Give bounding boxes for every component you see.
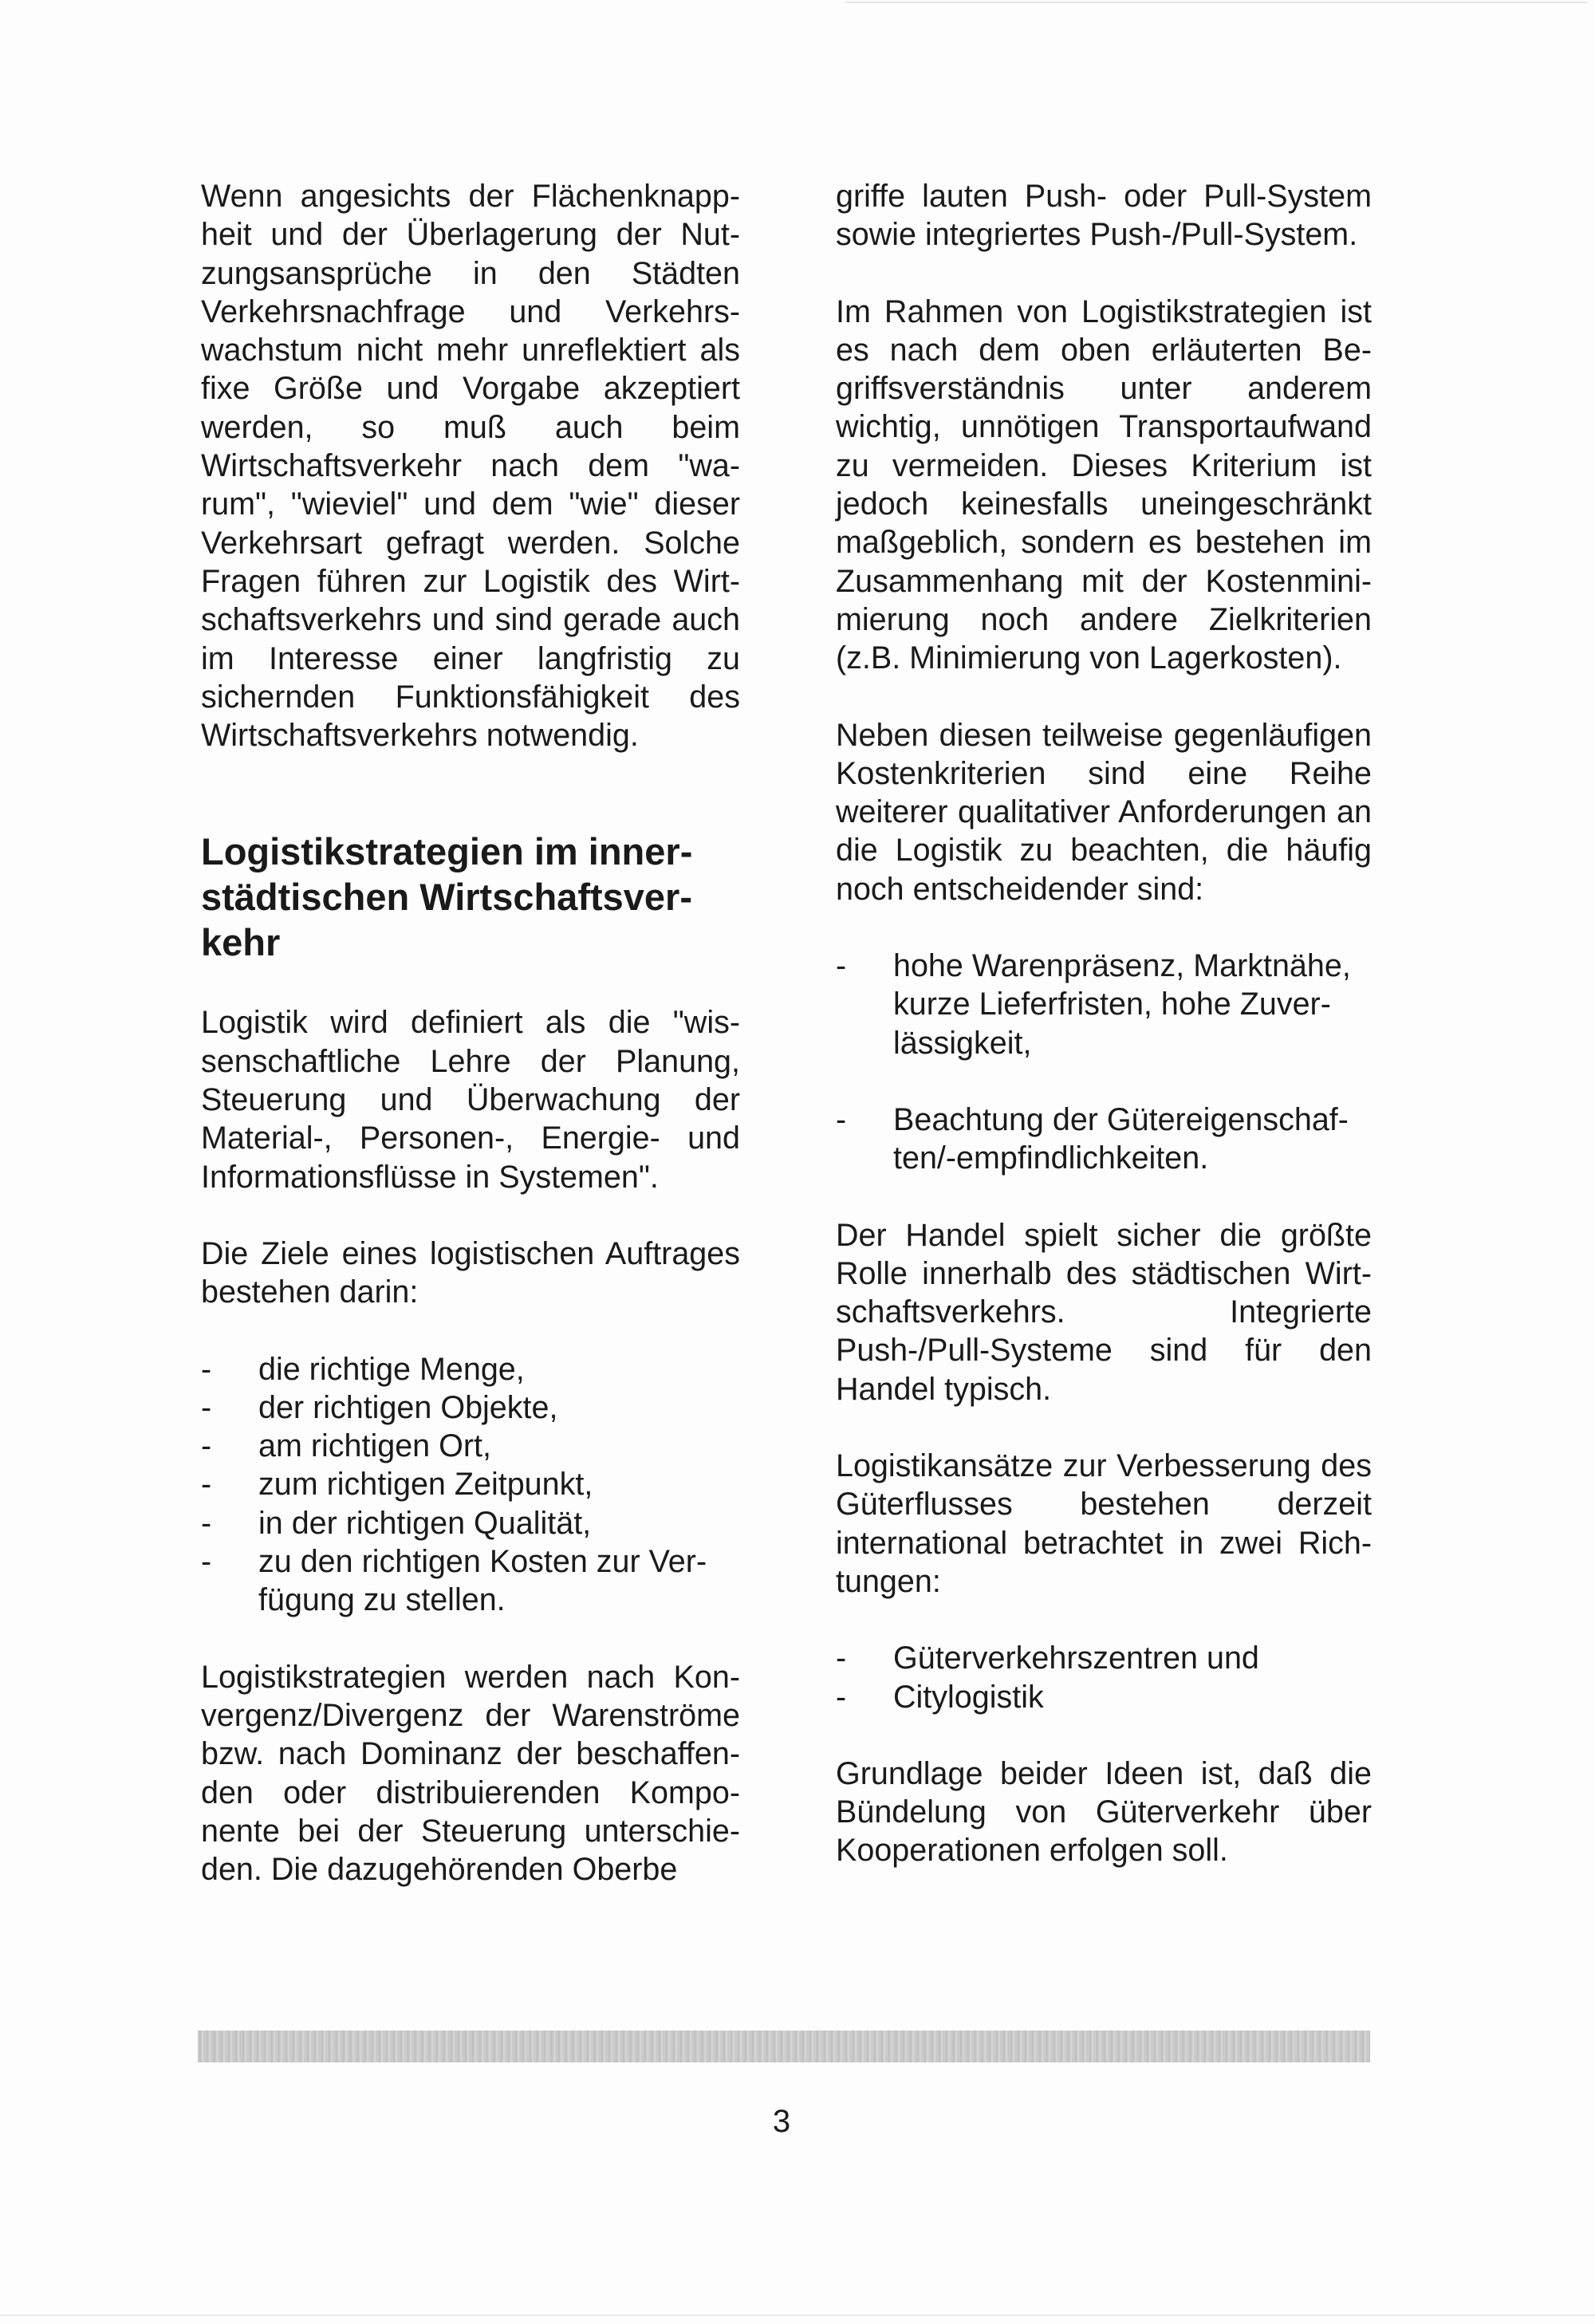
- requirements-list: [836, 947, 1372, 1177]
- list-item: - Beachtung der Gütereigenschaften/-empfindlichkeiten.: [836, 1101, 1372, 1178]
- left-paragraph-1: Wenn angesichts der Flächenknappheit und der Überlagerung der Nutzungsansprüche in den Städten Verkehrsnachfrage und Verkehrswachstum nicht mehr unreflektiert als fixe Größe und Vorgabe akzeptiert werden, so muß auch beim Wirtschaftsverkehr nach dem "warum", "wieviel" und dem "wie" dieser Verkehrsart gefragt werden. Solche Fragen führen zur Logistik des Wirtschaftsverkehrs und sind gerade auch im Interesse einer langfristig zu sichernden Funktionsfähigkeit des Wirtschaftsverkehrs notwendig.: [201, 179, 740, 754]
- left-paragraph-4: Logistikstrategien werden nach Konvergenz/Divergenz der Warenströme bzw. nach Dominanz der beschaffenden oder distribuierenden Komponente bei der Steuerung unterschieden. Die dazugehörenden Oberbe: [201, 1659, 740, 1888]
- right-paragraph-6: Grundlage beider Ideen ist, daß die Bündelung von Güterverkehr über Kooperationen erfolgen soll.: [836, 1755, 1372, 1869]
- list-item: - hohe Warenpräsenz, Marktnähe, kurze Lieferfristen, hohe Zuverlässigkeit,: [836, 947, 1372, 1062]
- list-item: - die richtige Menge,: [201, 1350, 740, 1388]
- list-item: - Citylogistik: [836, 1678, 1372, 1716]
- list-item: - in der richtigen Qualität,: [201, 1504, 740, 1542]
- page-number: 3: [772, 2104, 791, 2139]
- top-edge-rule: [845, 2, 1587, 3]
- bottom-edge-rule: [0, 2314, 1595, 2316]
- list-item: - zum richtigen Zeitpunkt,: [201, 1465, 740, 1503]
- right-paragraph-4: Der Handel spielt sicher die größte Rolle innerhalb des städtischen Wirtschaftsverkehrs. Integrierte Push-/Pull-Systeme sind für den Handel typisch.: [836, 1217, 1372, 1407]
- right-paragraph-2: Im Rahmen von Logistikstrategien ist es nach dem oben erläuterten Begriffsverständnis unter anderem wichtig, unnötigen Transportaufwand zu vermeiden. Dieses Kriterium ist jedoch keinesfalls uneingeschränkt maßgeblich, sondern es bestehen im Zusammenhang mit der Kostenminimierung noch andere Zielkriterien (z.B. Minimierung von Lagerkosten).: [836, 293, 1372, 676]
- list-item: - zu den richtigen Kosten zur Verfügung zu stellen.: [201, 1542, 740, 1620]
- section-heading: Logistikstrategien im innerstädtischen Wirtschaftsverkehr: [201, 830, 693, 964]
- footer-gray-bar: [198, 2031, 1370, 2062]
- right-paragraph-3: Neben diesen teilweise gegenläufigen Kostenkriterien sind eine Reihe weiterer qualitativer Anforderungen an die Logistik zu beachten, die häufig noch entscheidender sind:: [836, 717, 1372, 907]
- left-paragraph-2: Logistik wird definiert als die "wissenschaftliche Lehre der Planung, Steuerung und Überwachung der Material-, Personen-, Energie- und Informationsflüsse in Systemen".: [201, 1005, 740, 1195]
- left-column: [201, 177, 740, 1927]
- directions-list: [836, 1639, 1372, 1716]
- goals-list: [201, 1350, 740, 1620]
- right-paragraph-1: griffe lauten Push- oder Pull-System sowie integriertes Push-/Pull-System.: [836, 179, 1372, 253]
- list-item: - Güterverkehrszentren und: [836, 1639, 1372, 1677]
- right-column: [836, 177, 1372, 1908]
- list-item: - der richtigen Objekte,: [201, 1388, 740, 1427]
- right-paragraph-5: Logistikansätze zur Verbesserung des Güterflusses bestehen derzeit international betrachtet in zwei Richtungen:: [836, 1448, 1372, 1599]
- left-paragraph-3: Die Ziele eines logistischen Auftrages bestehen darin:: [201, 1235, 740, 1310]
- list-item: - am richtigen Ort,: [201, 1427, 740, 1465]
